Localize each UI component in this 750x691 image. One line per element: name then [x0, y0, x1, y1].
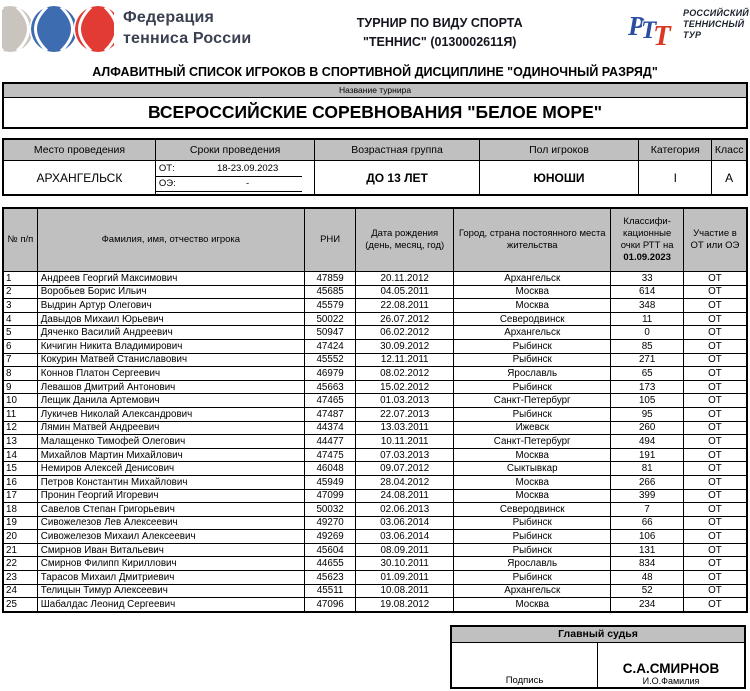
venue-value: АРХАНГЕЛЬСК	[3, 161, 155, 196]
row-number: 7	[3, 353, 37, 367]
player-points: 173	[611, 380, 684, 394]
player-rni: 44655	[304, 557, 355, 571]
ot-label: ОТ:	[158, 163, 175, 174]
player-rni: 45604	[304, 543, 355, 557]
page-title: АЛФАВИТНЫЙ СПИСОК ИГРОКОВ В СПОРТИВНОЙ ДИСЦИПЛИНЕ "ОДИНОЧНЫЙ РАЗРЯД"	[92, 65, 658, 79]
player-rni: 45579	[304, 299, 355, 313]
player-rni: 50032	[304, 503, 355, 517]
player-participation: ОТ	[683, 367, 747, 381]
info-header-category: Категория	[639, 139, 712, 161]
table-row	[3, 462, 747, 476]
player-name: Малащенко Тимофей Олегович	[37, 435, 304, 449]
player-participation: ОТ	[683, 272, 747, 286]
player-city: Ярославль	[454, 557, 611, 571]
row-number: 9	[3, 380, 37, 394]
player-city: Сыктывкар	[454, 462, 611, 476]
player-name: Петров Константин Михайлович	[37, 475, 304, 489]
player-participation: ОТ	[683, 489, 747, 503]
player-city: Рыбинск	[454, 571, 611, 585]
player-participation: ОТ	[683, 380, 747, 394]
judge-cell	[598, 643, 744, 687]
player-name: Кичигин Никита Владимирович	[37, 339, 304, 353]
player-name: Тарасов Михаил Дмитриевич	[37, 571, 304, 585]
oe-value: -	[246, 178, 250, 189]
player-participation: ОТ	[683, 530, 747, 544]
player-dob: 08.09.2011	[356, 543, 454, 557]
player-dob: 08.02.2012	[356, 367, 454, 381]
player-points: 33	[611, 272, 684, 286]
players-tbody	[3, 272, 747, 612]
player-dob: 10.11.2011	[356, 435, 454, 449]
player-city: Северодвинск	[454, 312, 611, 326]
player-name: Савелов Степан Григорьевич	[37, 503, 304, 517]
chief-judge-box	[450, 625, 746, 689]
player-dob: 01.03.2013	[356, 394, 454, 408]
player-name: Андреев Георгий Максимович	[37, 272, 304, 286]
player-dob: 15.02.2012	[356, 380, 454, 394]
table-row	[3, 598, 747, 612]
player-rni: 45685	[304, 285, 355, 299]
player-name: Левашов Дмитрий Антонович	[37, 380, 304, 394]
signature-cell	[452, 643, 598, 687]
player-points: 191	[611, 448, 684, 462]
player-city: Санкт-Петербург	[454, 394, 611, 408]
info-header-class: Класс	[712, 139, 747, 161]
player-participation: ОТ	[683, 285, 747, 299]
table-row	[3, 503, 747, 517]
player-name: Давыдов Михаил Юрьевич	[37, 312, 304, 326]
player-rni: 46048	[304, 462, 355, 476]
player-dob: 22.07.2013	[356, 407, 454, 421]
player-dob: 30.09.2012	[356, 339, 454, 353]
row-number: 8	[3, 367, 37, 381]
player-name: Дяченко Василий Андреевич	[37, 326, 304, 340]
player-participation: ОТ	[683, 503, 747, 517]
row-number: 24	[3, 584, 37, 598]
player-participation: ОТ	[683, 598, 747, 612]
rtt-logo	[628, 5, 748, 57]
row-number: 13	[3, 435, 37, 449]
players-header-row	[3, 208, 747, 272]
player-participation: ОТ	[683, 394, 747, 408]
player-city: Москва	[454, 299, 611, 313]
table-row	[3, 435, 747, 449]
info-header-venue: Место проведения	[3, 139, 155, 161]
player-city: Северодвинск	[454, 503, 611, 517]
player-points: 260	[611, 421, 684, 435]
player-name: Телицын Тимур Алексеевич	[37, 584, 304, 598]
player-city: Москва	[454, 598, 611, 612]
info-header-gender: Пол игроков	[479, 139, 638, 161]
player-dob: 09.07.2012	[356, 462, 454, 476]
player-name: Смирнов Филипп Кириллович	[37, 557, 304, 571]
player-points: 7	[611, 503, 684, 517]
judge-name: С.А.СМИРНОВ	[622, 660, 720, 676]
player-participation: ОТ	[683, 571, 747, 585]
player-participation: ОТ	[683, 448, 747, 462]
dates-value	[155, 161, 314, 196]
row-number: 19	[3, 516, 37, 530]
player-participation: ОТ	[683, 435, 747, 449]
col-header-participation: Участие в ОТ или ОЭ	[683, 208, 747, 272]
player-rni: 45511	[304, 584, 355, 598]
player-name: Немиров Алексей Денисович	[37, 462, 304, 476]
player-city: Москва	[454, 489, 611, 503]
player-city: Рыбинск	[454, 339, 611, 353]
table-row	[3, 326, 747, 340]
rtt-letter-icon: Т	[653, 20, 671, 52]
player-city: Санкт-Петербург	[454, 435, 611, 449]
player-rni: 47424	[304, 339, 355, 353]
tournament-type-line2: "ТЕННИС" (0130002611Я)	[362, 35, 517, 50]
judge-name-label: И.О.Фамилия	[642, 675, 700, 686]
ftr-logo	[2, 5, 251, 53]
player-dob: 26.07.2012	[356, 312, 454, 326]
player-participation: ОТ	[683, 407, 747, 421]
player-city: Рыбинск	[454, 516, 611, 530]
player-rni: 47096	[304, 598, 355, 612]
row-number: 20	[3, 530, 37, 544]
player-rni: 47859	[304, 272, 355, 286]
row-number: 14	[3, 448, 37, 462]
row-number: 1	[3, 272, 37, 286]
ftr-logo-line1: Федерация	[123, 9, 215, 27]
col-header-dob: Дата рождения (день, месяц, год)	[356, 208, 454, 272]
col-header-points-date: 01.09.2023	[623, 251, 671, 263]
tournament-name: ВСЕРОССИЙСКИЕ СОРЕВНОВАНИЯ "БЕЛОЕ МОРЕ"	[147, 102, 603, 122]
rtt-text-line2: ТЕННИСНЫЙ	[683, 18, 745, 29]
row-number: 4	[3, 312, 37, 326]
col-header-number: № п/п	[3, 208, 37, 272]
rtt-letter-icon: Т	[641, 17, 657, 44]
player-points: 106	[611, 530, 684, 544]
player-name: Михайлов Мартин Михайлович	[37, 448, 304, 462]
player-dob: 03.06.2014	[356, 530, 454, 544]
player-name: Коннов Платон Сергеевич	[37, 367, 304, 381]
row-number: 17	[3, 489, 37, 503]
table-row	[3, 353, 747, 367]
player-points: 271	[611, 353, 684, 367]
player-participation: ОТ	[683, 421, 747, 435]
player-name: Сивожелезов Лев Алексеевич	[37, 516, 304, 530]
rtt-logo-text	[683, 8, 749, 40]
player-points: 494	[611, 435, 684, 449]
info-header-age-group: Возрастная группа	[315, 139, 479, 161]
player-participation: ОТ	[683, 353, 747, 367]
player-city: Рыбинск	[454, 543, 611, 557]
table-row	[3, 584, 747, 598]
chief-judge-title: Главный судья	[452, 627, 744, 643]
table-row	[3, 530, 747, 544]
player-points: 11	[611, 312, 684, 326]
ot-value: 18-23.09.2023	[216, 163, 279, 174]
row-number: 25	[3, 598, 37, 612]
player-name: Пронин Георгий Игоревич	[37, 489, 304, 503]
player-name: Шабалдас Леонид Сергеевич	[37, 598, 304, 612]
player-dob: 07.03.2013	[356, 448, 454, 462]
row-number: 16	[3, 475, 37, 489]
row-number: 11	[3, 407, 37, 421]
player-points: 65	[611, 367, 684, 381]
player-dob: 24.08.2011	[356, 489, 454, 503]
dates-ot-row	[156, 162, 302, 177]
table-row	[3, 557, 747, 571]
player-dob: 12.11.2011	[356, 353, 454, 367]
table-row	[3, 543, 747, 557]
table-row	[3, 339, 747, 353]
player-name: Лямин Матвей Андреевич	[37, 421, 304, 435]
player-name: Выдрин Артур Олегович	[37, 299, 304, 313]
player-rni: 47487	[304, 407, 355, 421]
player-participation: ОТ	[683, 584, 747, 598]
player-rni: 49269	[304, 530, 355, 544]
player-dob: 30.10.2011	[356, 557, 454, 571]
player-points: 266	[611, 475, 684, 489]
player-city: Архангельск	[454, 584, 611, 598]
col-header-city: Город, страна постоянного места жительства	[454, 208, 611, 272]
player-rni: 45663	[304, 380, 355, 394]
player-dob: 02.06.2013	[356, 503, 454, 517]
signature-label: Подпись	[505, 674, 544, 686]
player-dob: 13.03.2011	[356, 421, 454, 435]
player-rni: 45552	[304, 353, 355, 367]
player-participation: ОТ	[683, 543, 747, 557]
player-participation: ОТ	[683, 475, 747, 489]
player-rni: 49270	[304, 516, 355, 530]
player-name: Смирнов Иван Витальевич	[37, 543, 304, 557]
ftr-logo-line2: тенниса России	[123, 30, 252, 47]
player-participation: ОТ	[683, 557, 747, 571]
player-city: Москва	[454, 448, 611, 462]
player-city: Ярославль	[454, 367, 611, 381]
table-row	[3, 448, 747, 462]
player-rni: 45949	[304, 475, 355, 489]
player-participation: ОТ	[683, 462, 747, 476]
tennis-balls-icon	[2, 5, 114, 53]
col-header-points-text: Классифи-кационные очки РТТ на	[620, 216, 674, 251]
table-row	[3, 421, 747, 435]
table-row	[3, 380, 747, 394]
ftr-logo-text	[123, 8, 251, 50]
player-points: 81	[611, 462, 684, 476]
player-points: 614	[611, 285, 684, 299]
table-row	[3, 475, 747, 489]
table-row	[3, 285, 747, 299]
tournament-info-table	[2, 138, 748, 196]
player-dob: 20.11.2012	[356, 272, 454, 286]
player-city: Архангельск	[454, 272, 611, 286]
player-name: Лукичев Николай Александрович	[37, 407, 304, 421]
player-rni: 47099	[304, 489, 355, 503]
player-dob: 10.08.2011	[356, 584, 454, 598]
table-row	[3, 312, 747, 326]
player-points: 131	[611, 543, 684, 557]
player-city: Ижевск	[454, 421, 611, 435]
player-points: 234	[611, 598, 684, 612]
row-number: 22	[3, 557, 37, 571]
player-rni: 47465	[304, 394, 355, 408]
player-points: 66	[611, 516, 684, 530]
dates-inner	[156, 162, 302, 192]
player-city: Рыбинск	[454, 530, 611, 544]
player-dob: 03.06.2014	[356, 516, 454, 530]
dates-oe-row	[156, 177, 302, 192]
player-dob: 01.09.2011	[356, 571, 454, 585]
table-row	[3, 516, 747, 530]
gender-value: ЮНОШИ	[479, 161, 638, 196]
tournament-type-heading	[251, 5, 628, 53]
player-points: 95	[611, 407, 684, 421]
player-city: Архангельск	[454, 326, 611, 340]
row-number: 10	[3, 394, 37, 408]
table-row	[3, 394, 747, 408]
player-city: Москва	[454, 285, 611, 299]
player-points: 48	[611, 571, 684, 585]
table-row	[3, 407, 747, 421]
rtt-letter-icon: Р	[628, 11, 645, 41]
player-dob: 22.08.2011	[356, 299, 454, 313]
players-table	[2, 207, 748, 613]
row-number: 2	[3, 285, 37, 299]
table-row	[3, 299, 747, 313]
row-number: 23	[3, 571, 37, 585]
row-number: 5	[3, 326, 37, 340]
player-rni: 50022	[304, 312, 355, 326]
player-city: Рыбинск	[454, 353, 611, 367]
row-number: 15	[3, 462, 37, 476]
player-rni: 44374	[304, 421, 355, 435]
player-dob: 28.04.2012	[356, 475, 454, 489]
document-header	[2, 2, 748, 61]
category-value: I	[639, 161, 712, 196]
player-city: Рыбинск	[454, 380, 611, 394]
tournament-name-box	[2, 82, 748, 129]
player-participation: ОТ	[683, 516, 747, 530]
player-dob: 06.02.2012	[356, 326, 454, 340]
row-number: 21	[3, 543, 37, 557]
player-points: 52	[611, 584, 684, 598]
table-row	[3, 272, 747, 286]
info-value-row	[3, 161, 747, 196]
player-participation: ОТ	[683, 339, 747, 353]
class-value: А	[712, 161, 747, 196]
age-group-value: ДО 13 ЛЕТ	[315, 161, 479, 196]
player-rni: 47475	[304, 448, 355, 462]
player-city: Москва	[454, 475, 611, 489]
row-number: 12	[3, 421, 37, 435]
player-points: 85	[611, 339, 684, 353]
player-points: 105	[611, 394, 684, 408]
player-city: Рыбинск	[454, 407, 611, 421]
rtt-text-line1: РОССИЙСКИЙ	[683, 8, 749, 18]
player-name: Сивожелезов Михаил Алексеевич	[37, 530, 304, 544]
player-participation: ОТ	[683, 326, 747, 340]
player-points: 348	[611, 299, 684, 313]
chief-judge-body	[452, 643, 744, 687]
player-name: Кокурин Матвей Станиславович	[37, 353, 304, 367]
player-participation: ОТ	[683, 312, 747, 326]
table-row	[3, 571, 747, 585]
table-row	[3, 367, 747, 381]
info-header-dates: Сроки проведения	[155, 139, 314, 161]
player-name: Лещик Данила Артемович	[37, 394, 304, 408]
player-rni: 45623	[304, 571, 355, 585]
player-participation: ОТ	[683, 299, 747, 313]
row-number: 6	[3, 339, 37, 353]
col-header-rni: РНИ	[304, 208, 355, 272]
info-header-row	[3, 139, 747, 161]
player-dob: 04.05.2011	[356, 285, 454, 299]
tournament-type-line1: ТУРНИР ПО ВИДУ СПОРТА	[356, 16, 523, 30]
rtt-text-line3: ТУР	[683, 29, 702, 40]
player-rni: 44477	[304, 435, 355, 449]
player-points: 399	[611, 489, 684, 503]
row-number: 18	[3, 503, 37, 517]
player-dob: 19.08.2012	[356, 598, 454, 612]
row-number: 3	[3, 299, 37, 313]
player-points: 0	[611, 326, 684, 340]
col-header-points	[611, 208, 684, 272]
tournament-name-label: Название турнира	[4, 84, 746, 98]
oe-label: ОЭ:	[158, 178, 176, 189]
player-rni: 50947	[304, 326, 355, 340]
table-row	[3, 489, 747, 503]
col-header-name: Фамилия, имя, отчество игрока	[37, 208, 304, 272]
player-name: Воробьев Борис Ильич	[37, 285, 304, 299]
player-rni: 46979	[304, 367, 355, 381]
player-points: 834	[611, 557, 684, 571]
